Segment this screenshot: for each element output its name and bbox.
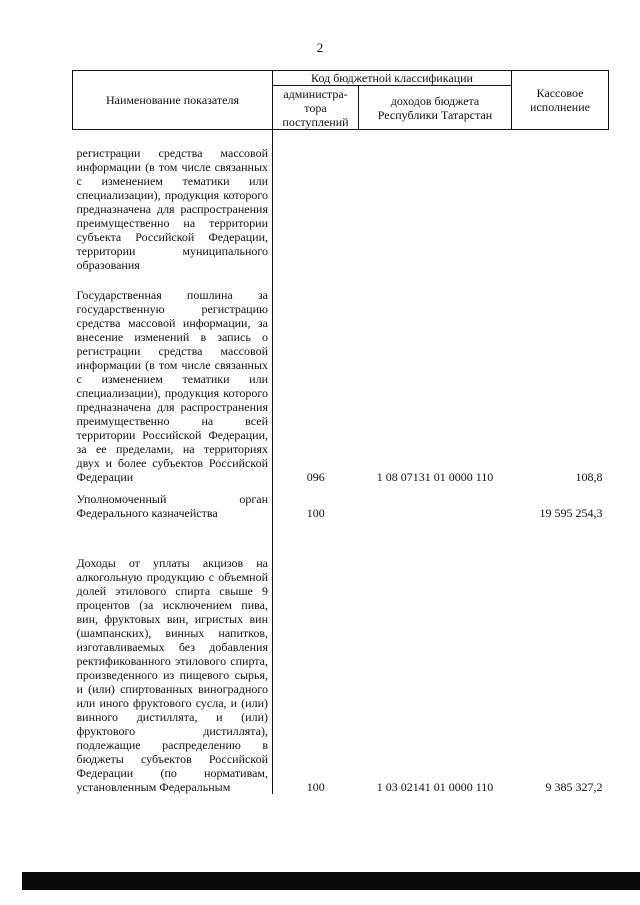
scan-edge-bar — [22, 872, 640, 890]
header-administrator: администра-тора поступлений — [273, 86, 359, 130]
row-amount — [512, 130, 609, 272]
header-budget-code-group: Код бюджетной классификации — [273, 71, 512, 86]
table-row — [73, 484, 609, 520]
table-row — [73, 130, 609, 272]
header-revenue-code: доходов бюджета Республики Татарстан — [359, 86, 512, 130]
row-code — [359, 484, 512, 520]
row-code: 1 08 07131 01 0000 110 — [376, 469, 494, 484]
row-name: Уполномоченный орган Федерального казначейства — [76, 491, 268, 520]
row-name: Государственная пошлина за государственную регистрацию средства массовой информации, за внесение изменений в запись о регистрации средства массовой информации (в том числе связанных с изменением тематики или специализации), продукция которого предназначена для распространения преимущественно на всей территории Российской Федерации, за ее пределами, на территориях двух и более субъектов Российской Федерации — [76, 287, 268, 484]
row-admin — [273, 130, 359, 272]
header-execution: Кассовое исполнение — [512, 71, 609, 130]
table-row — [73, 272, 609, 484]
row-name: Доходы от уплаты акцизов на алкогольную продукцию с объемной долей этилового спирта свыше 9 процентов (за исключением пива, вин, фруктовых вин, игристых вин (шампанских), винных напитков, изготавливаемых без добавления ректификованного этилового спирта, произведенного из пищевого сырья, и (или) спиртованных виноградного или иного фруктового сусла, и (или) винного дистиллята, и (или) фруктового дистиллята), подлежащие распределению в бюджеты субъектов Российской Федерации (по нормативам, установленным Федеральным — [76, 555, 268, 794]
row-admin: 100 — [273, 484, 359, 520]
row-amount: 9 385 327,2 — [545, 779, 603, 794]
table-header — [73, 71, 609, 130]
row-code: 1 03 02141 01 0000 110 — [376, 779, 494, 794]
budget-table — [72, 70, 609, 794]
table-row — [73, 520, 609, 794]
row-code — [359, 130, 512, 272]
row-amount: 108,8 — [575, 469, 603, 484]
row-amount: 19 595 254,3 — [539, 505, 603, 520]
header-name: Наименование показателя — [73, 71, 273, 130]
row-admin: 096 — [273, 272, 359, 484]
page-number: 2 — [316, 40, 324, 55]
row-admin: 100 — [273, 520, 359, 794]
row-name: регистрации средства массовой информации (в том числе связанных с изменением тематики или специализации), продукция которого предназначена для распространения преимущественно на территории субъекта Российской Федерации, территории муниципального образования — [76, 145, 268, 272]
